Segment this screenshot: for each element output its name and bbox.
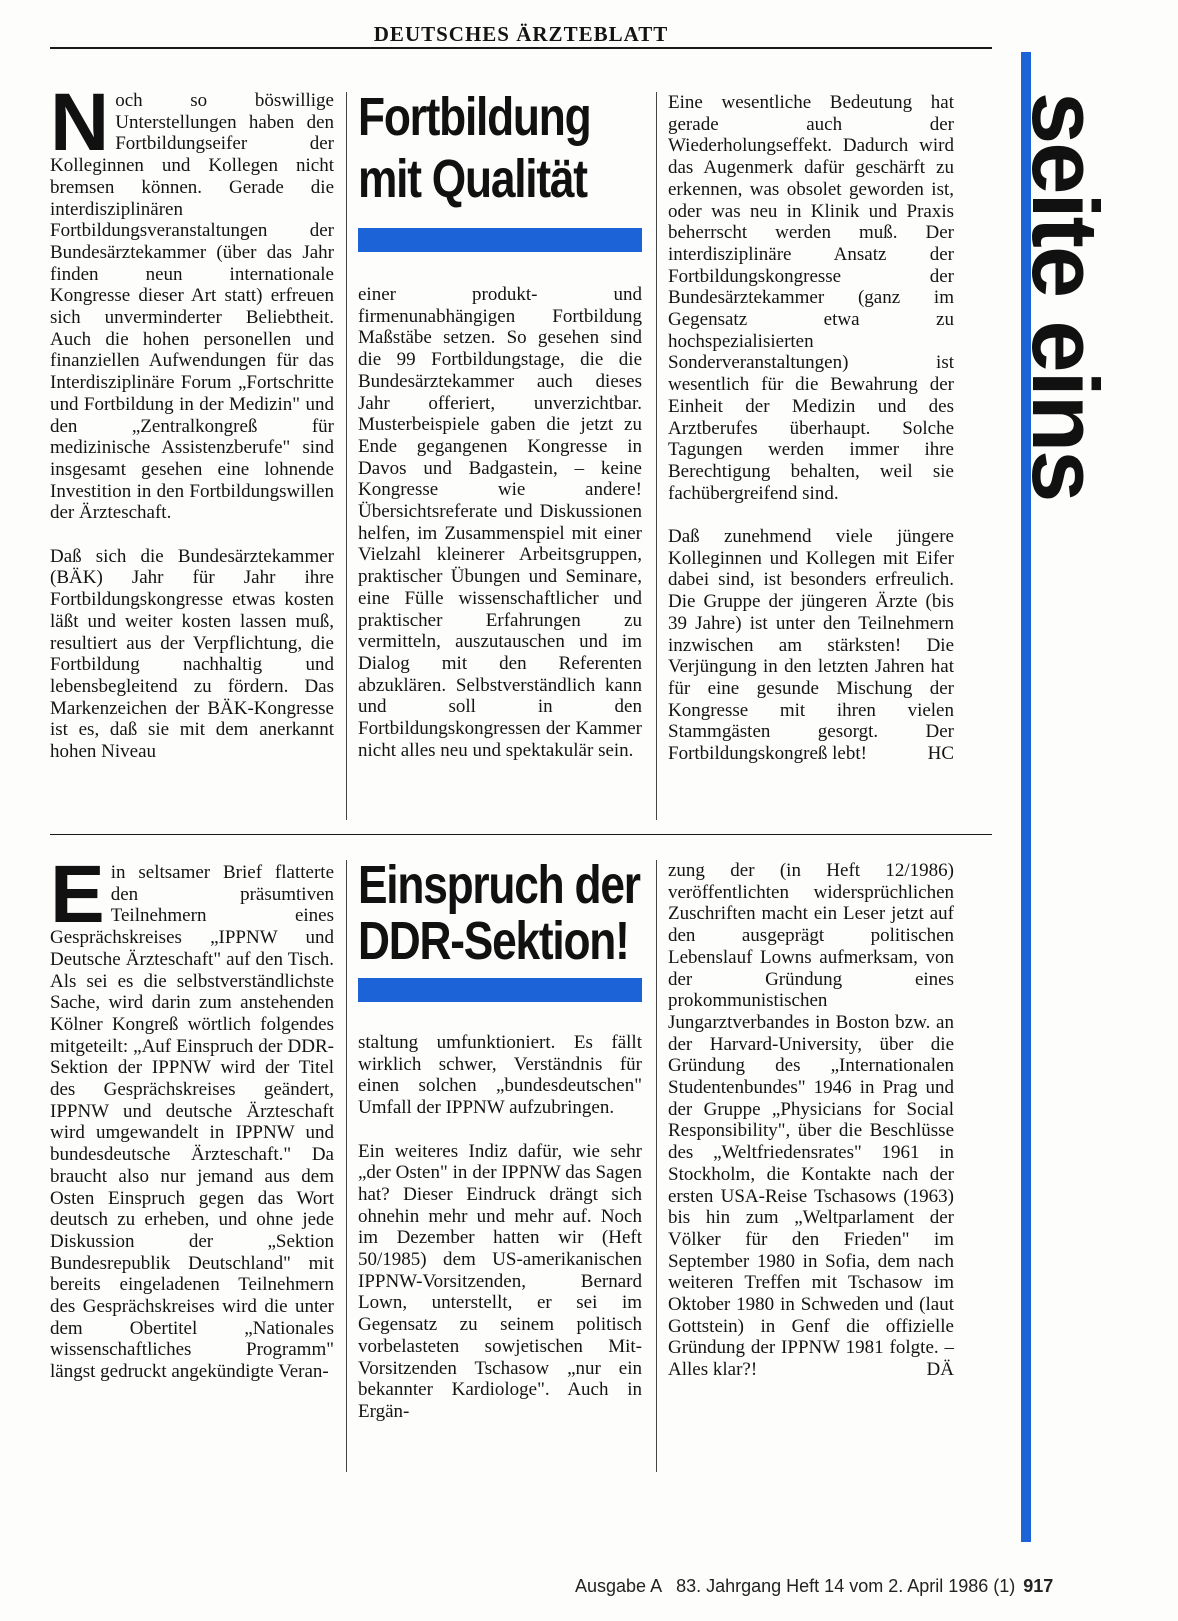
column-divider-2b [656, 860, 657, 1472]
article2-col1-p1-text: in seltsamer Brief flatterte den präsumtiven Teilnehmern eines Gesprächskreises „IPPNW und Deutsche Ärzteschaft" auf den Tisch. Als sei es die selbstverständlichste Sache, wird darin zum anstehenden Kölner Kongreß wörtlich folgendes mitgeteilt: „Auf Einspruch der DDR-Sektion der IPPNW wird der Titel des Gesprächskreises geändert, IPPNW und deutsche Ärzteschaft wird umgewandelt in IPPNW und bundesdeutsche Ärzteschaft." Da braucht also nur jemand aus dem Osten Einspruch gegen das Wort deutsch zu erheben, und ohne jede Diskussion der „Sektion Bundesrepublik Deutschland" mit bereits eingeladenen Teilnehmern des Gesprächskreises wird die unter dem Obertitel „Nationales wissenschaftliches Programm" längst gedruckt angekündigte Veran- [50, 862, 334, 1383]
article1-blue-bar [358, 228, 642, 252]
article1-col1-p1-text: och so böswillige Unterstellungen haben den Fortbildungseifer der Kolleginnen und Kollegen nicht bremsen können. Gerade die interdisziplinären Fortbildungsveranstaltungen der Bundesärztekammer (über das Jahr finden neun internationale Kongresse dieser Art statt) erfreuen sich unverminderter Beliebtheit. Auch die hohen personellen und finanziellen Aufwendungen für das Interdisziplinäre Forum „Fortschritte und Fortbildung in der Medizin" und den „Zentralkongreß für medizinische Assistenzberufe" sind insgesamt gesehen eine lohnende Investition in den Fortbildungswillen der Ärzteschaft. [50, 90, 334, 524]
masthead: DEUTSCHES ÄRZTEBLATT [373, 22, 669, 46]
article2-column2 [358, 1032, 642, 1423]
article2-blue-bar [358, 978, 642, 1002]
article2-headline-line1: Einspruch der [358, 855, 640, 915]
article2-col2-paragraph1: staltung umfunktioniert. Es fällt wirklich schwer, Verständnis für einen solchen „bundesdeutschen" Umfall der IPPNW aufzubringen. [358, 1032, 642, 1119]
article1-col3-p2-text: Daß zunehmend viele jüngere Kolleginnen und Kollegen mit Eifer dabei sind, ist besonders erfreulich. Die Gruppe der jüngeren Ärzte (bis 39 Jahre) ist unter den Teilnehmern inzwischen am stärksten! Die Verjüngung in den letzten Jahren hat für eine gesunde Mischung der Kongresse mit ihren vielen Stammgästen gesorgt. Der Fortbildungskongreß lebt! [668, 526, 954, 765]
column-divider-1b [656, 92, 657, 820]
middle-rule [50, 834, 992, 835]
article1-column3 [668, 92, 954, 765]
article1-col1-paragraph1 [50, 77, 334, 524]
article1-dropcap: N [50, 77, 110, 168]
article2-col3-p1-text: zung der (in Heft 12/1986) veröffentlichten widersprüchlichen Zuschriften macht ein Leser jetzt auf den ausgeprägt politischen Lebenslauf Lowns aufmerksam, von der Gründung eines prokommunistischen Jungarztverbandes in Boston bzw. an der Harvard-University, über die Gründung des „Internationalen Studentenbundes" 1946 in Prag und der Gruppe „Physicians for Social Responsibility", über die Beschlüsse des „Weltfriedensrates" 1961 in Stockholm, die Kontakte nach der ersten USA-Reise Tschasows (1963) bis hin zum „Weltparlament der Völker für den Frieden" im September 1980 in Sofia, dem nach weiteren Treffen mit Tschasow im Oktober 1980 in Schweden und (laut Gottstein) in Genf die offizielle Gründung der IPPNW 1981 folgte. – Alles klar?! [668, 860, 954, 1381]
footer-issue: Ausgabe A 83. Jahrgang Heft 14 vom 2. April 1986 (1) [575, 1576, 1016, 1596]
article1-column1 [50, 77, 334, 763]
article1-headline-line2: mit Qualität [358, 149, 587, 209]
article2-col2-paragraph2: Ein weiteres Indiz dafür, wie sehr „der Osten" in der IPPNW das Sagen hat? Dieser Eindruck drängt sich ohnehin mehr und mehr auf. Noch im Dezember hatten wir (Heft 50/1985) dem US-amerikanischen IPPNW-Vorsitzenden, Bernard Lown, unterstellt, er sei im Gegensatz zu seinem politisch vorbelasteten sowjetischen Mit-Vorsitzenden Tschasow „nur ein bekannter Kardiologe". Auch in Ergän- [358, 1140, 642, 1422]
page-footer [575, 1576, 1095, 1597]
side-title: seite eins [1013, 92, 1118, 501]
article1-col1-paragraph2: Daß sich die Bundesärztekammer (BÄK) Jahr für Jahr ihre Fortbildungskongresse etwas kosten läßt und weiter kosten lassen muß, resultiert aus der Verpflichtung, die Fortbildung nachhaltig und lebensbegleitend zu fördern. Das Markenzeichen der BÄK-Kongresse ist es, daß sie mit dem anerkannt hohen Niveau [50, 545, 334, 763]
article1-col3-paragraph1: Eine wesentliche Bedeutung hat gerade auch der Wiederholungseffekt. Dadurch wird das Augenmerk dafür geschärft zu erkennen, was obsolet geworden ist, oder was neu in Klinik und Praxis beherrscht werden muß. Der interdisziplinäre Ansatz der Fortbildungskongresse der Bundesärztekammer (ganz im Gegensatz etwa zu hochspezialisierten Sonderveranstaltungen) ist wesentlich für die Bewahrung der Einheit der Medizin und des Arztberufes überhaupt. Solche Tagungen werden immer ihre Berechtigung behalten, weil sie fachübergreifend sind. [668, 92, 954, 504]
column-divider-2a [346, 860, 347, 1472]
article2-signature: DÄ [926, 1359, 954, 1381]
article2-column1 [50, 849, 334, 1383]
article1-column2 [358, 284, 642, 761]
article2-column3 [668, 860, 954, 1381]
column-divider-1a [346, 92, 347, 820]
top-rule [50, 47, 992, 49]
article1-headline-line1: Fortbildung [358, 87, 591, 147]
article1-col2-paragraph1: einer produkt- und firmenunabhängigen Fortbildung Maßstäbe setzen. So gesehen sind die 99 Fortbildungstage, die die Bundesärztekammer auch dieses Jahr offeriert, unverzichtbar. Musterbeispiele gaben die jetzt zu Ende gegangenen Kongresse in Davos und Badgastein, – keine Kongresse wie andere! Übersichtsreferate und Diskussionen helfen, im Zusammenspiel mit einer Vielzahl kleinerer Arbeitsgruppen, praktischer Übungen und Seminare, eine Fülle wissenschaftlicher und praktischer Erfahrungen zu vermitteln, auszutauschen und im Dialog mit den Referenten abzuklären. Selbstverständlich kann und soll in den Fortbildungskongressen der Kammer nicht alles neu und spektakulär sein. [358, 284, 642, 761]
article1-col3-paragraph2 [668, 526, 954, 765]
page-number: 917 [1023, 1576, 1054, 1596]
article2-headline-line2: DDR-Sektion! [358, 911, 629, 971]
article2-col3-paragraph1 [668, 860, 954, 1381]
article2-dropcap: E [50, 849, 105, 940]
article2-col1-paragraph1 [50, 849, 334, 1383]
article1-signature: HC [927, 743, 954, 765]
